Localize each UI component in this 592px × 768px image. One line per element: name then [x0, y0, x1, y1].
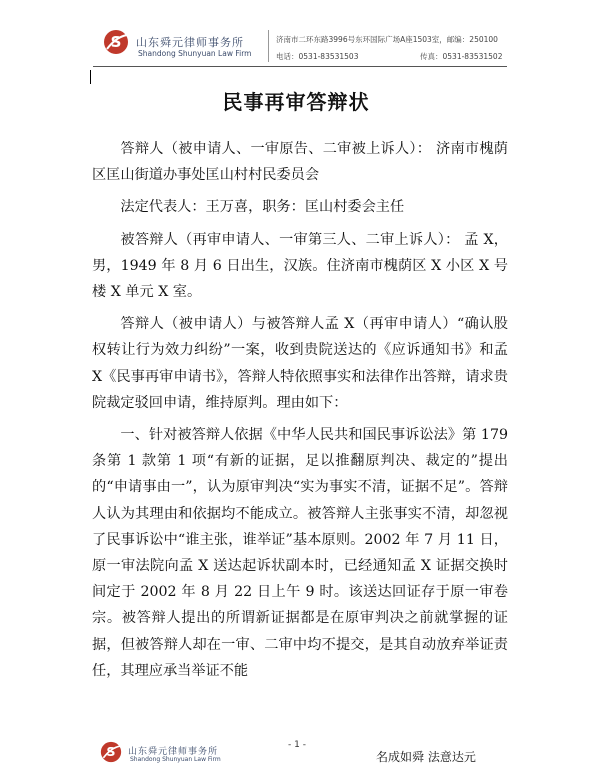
argument-one-paragraph: 一、针对被答辩人依据《中华人民共和国民事诉讼法》第 179 条第 1 款第 1 项“有新的证据，足以推翻原判决、裁定的”提出的“申请事由一”，认为原审判决“实为事实不清，证据不足”。答辩人认为其理由和依据均不能成立。被答辩人主张事实不清，却忽视了民事诉讼中“谁主张，谁举证”基本原则。2002 年 7 月 11 日，原一审法院向孟 X 送达起诉状副本时，已经通知孟 X 证据交换时间定于 2002 年 8 月 22 日上午 9 时。该送达回证存于原一审卷宗。被答辩人提出的所谓新证据都是在原审判决之前就掌握的证据，但被答辩人却在一审、二审中均不提交，是其自动放弃举证责任，其理应承当举证不能 — [92, 427, 508, 679]
document-title: 民事再审答辩状 — [222, 90, 370, 114]
text-cursor — [90, 70, 91, 84]
firm-fax: 传真：0531-83531502 — [420, 52, 503, 61]
footer-logo-icon — [100, 741, 122, 763]
page-number: - 1 - — [288, 740, 306, 750]
svg-text:S: S — [110, 33, 122, 51]
firm-name-cn: 山东舜元律师事务所 — [136, 36, 244, 49]
respondent-paragraph: 答辩人（被申请人、一审原告、二审被上诉人）： 济南市槐荫区匡山街道办事处匡山村村民委员会 — [92, 141, 508, 184]
applicant-paragraph: 被答辩人（再审申请人、一审第三人、二审上诉人）： 孟 X，男，1949 年 8 月 6 日出生，汉族。住济南市槐荫区 X 小区 X 号楼 X 单元 X 室。 — [92, 231, 508, 301]
firm-motto: 名成如舜 法意达元 — [376, 750, 476, 764]
firm-address: 济南市二环东路3996号东环国际广场A座1503室，邮编：250100 — [276, 35, 498, 44]
legal-representative-paragraph: 法定代表人：王万喜，职务：匡山村委会主任 — [120, 199, 405, 216]
firm-name-en: Shandong Shunyuan Law Firm — [138, 49, 252, 58]
footer-firm-name-en: Shandong Shunyuan Law Firm — [130, 756, 221, 763]
footer-firm-name-cn: 山东舜元律师事务所 — [128, 747, 219, 757]
document-body[interactable] — [92, 136, 508, 690]
case-summary-paragraph: 答辩人（被申请人）与被答辩人孟 X（再审申请人）“确认股权转让行为效力纠纷”一案，收到贵院送达的《应诉通知书》和孟 X《民事再审申请书》，答辩人特依照事实和法律作出答辩，请求贵院裁定驳回申请，维持原判。理由如下： — [92, 316, 508, 411]
firm-phone: 电话：0531-83531503 — [276, 52, 359, 61]
page-header — [0, 0, 592, 70]
firm-logo-icon — [103, 29, 129, 55]
header-separator — [268, 30, 269, 62]
svg-text:S: S — [106, 744, 116, 760]
header-rule — [93, 66, 507, 67]
